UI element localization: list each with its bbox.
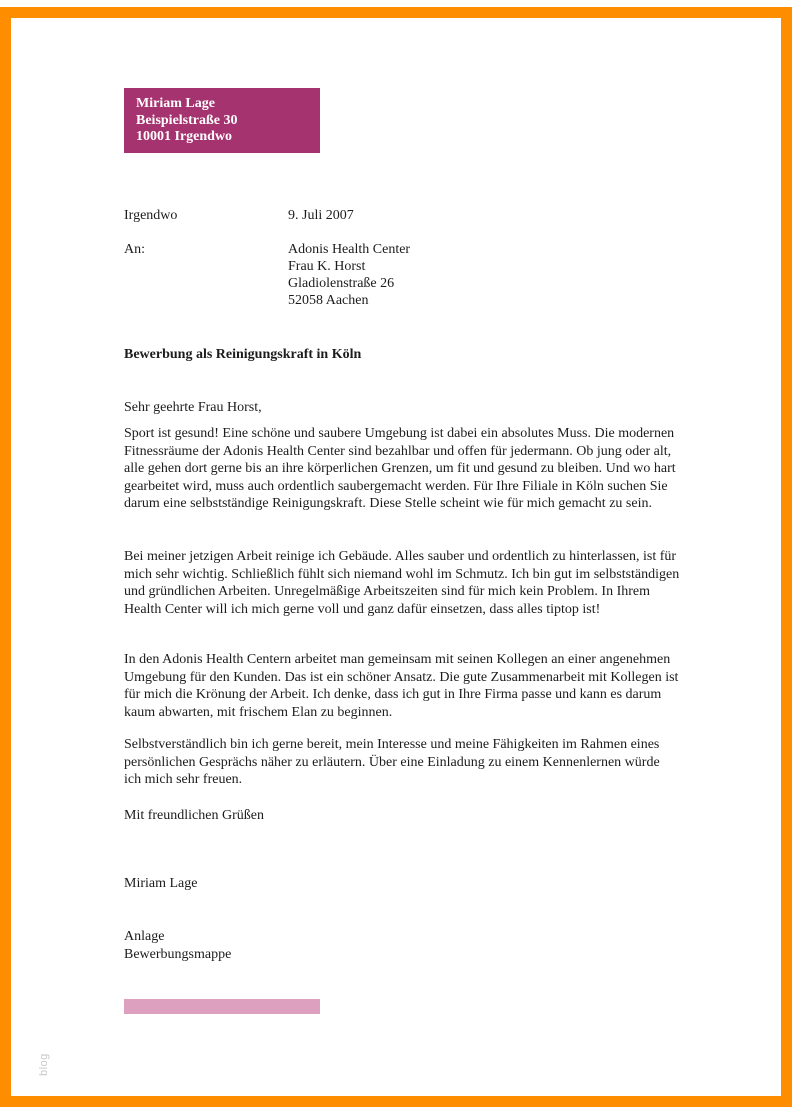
body-paragraph-4: Selbstverständlich bin ich gerne bereit, mein Interesse und meine Fähigkeiten im Rahmen eines persönlichen Gesprächs näher zu erläutern. Über eine Einladung zu einem Kennenlernen würde ich mich sehr freuen. xyxy=(124,737,660,787)
footer-accent-bar xyxy=(124,999,320,1014)
body-paragraph-3: In den Adonis Health Centern arbeitet man gemeinsam mit seinen Kollegen an einer angenehmen Umgebung für den Kunden. Das ist ein schöner Ansatz. Die gute Zusammenarbeit mit Kollegen ist für mich die Krönung der Arbeit. Ich denke, dass ich gut in Ihre Firma passe und kann es darum kaum abwarten, mit frischem Elan zu beginnen. xyxy=(124,652,679,720)
body-paragraph-2: Bei meiner jetzigen Arbeit reinige ich Gebäude. Alles sauber und ordentlich zu hinterlassen, ist für mich sehr wichtig. Schließlich fühlt sich niemand wohl im Schmutz. Ich bin gut im selbstständigen und gründlichen Arbeiten. Unregelmäßige Arbeitszeiten sind für mich kein Problem. In Ihrem Health Center will ich mich gerne voll und ganz dafür einsetzen, dass alles tiptop ist! xyxy=(124,549,680,617)
recipient-street: Gladiolenstraße 26 xyxy=(288,276,395,291)
enclosure-label: Anlage xyxy=(124,929,165,944)
body-paragraph-1: Sport ist gesund! Eine schöne und saubere Umgebung ist dabei ein absolutes Muss. Die modernen Fitnessräume der Adonis Health Center sind bezahlbar und offen für jedermann. Ob jung oder alt, alle gehen dort gerne bis an ihre körperlichen Grenzen, um fit und gesund zu bleiben. Und wo hart gearbeitet wird, muss auch ordentlich saubergemacht werden. Für Ihre Filiale in Köln suchen Sie darum eine selbstständige Reinigungskraft. Diese Stelle scheint wie für mich gemacht zu sein. xyxy=(124,426,676,511)
letter-place: Irgendwo xyxy=(124,208,178,223)
letter-date: 9. Juli 2007 xyxy=(288,208,354,223)
recipient-city: 52058 Aachen xyxy=(288,293,369,308)
top-margin-strip xyxy=(0,0,792,7)
letter-page xyxy=(11,18,781,1096)
recipient-company: Adonis Health Center xyxy=(288,242,411,257)
sender-address-box xyxy=(124,88,320,153)
enclosure-block xyxy=(124,928,231,964)
closing-phrase: Mit freundlichen Grüßen xyxy=(124,808,264,823)
sender-street: Beispielstraße 30 xyxy=(136,112,238,128)
enclosure-item: Bewerbungsmappe xyxy=(124,947,232,962)
salutation: Sehr geehrte Frau Horst, xyxy=(124,400,262,415)
recipient-label: An: xyxy=(124,242,145,257)
subject-line: Bewerbung als Reinigungskraft in Köln xyxy=(124,347,362,362)
sender-name: Miriam Lage xyxy=(136,96,215,111)
sender-city: 10001 Irgendwo xyxy=(136,129,233,144)
signature-name: Miriam Lage xyxy=(124,876,198,891)
watermark-blog-label: blog xyxy=(38,1053,50,1076)
recipient-contact: Frau K. Horst xyxy=(288,259,366,274)
recipient-address-block xyxy=(288,241,410,309)
